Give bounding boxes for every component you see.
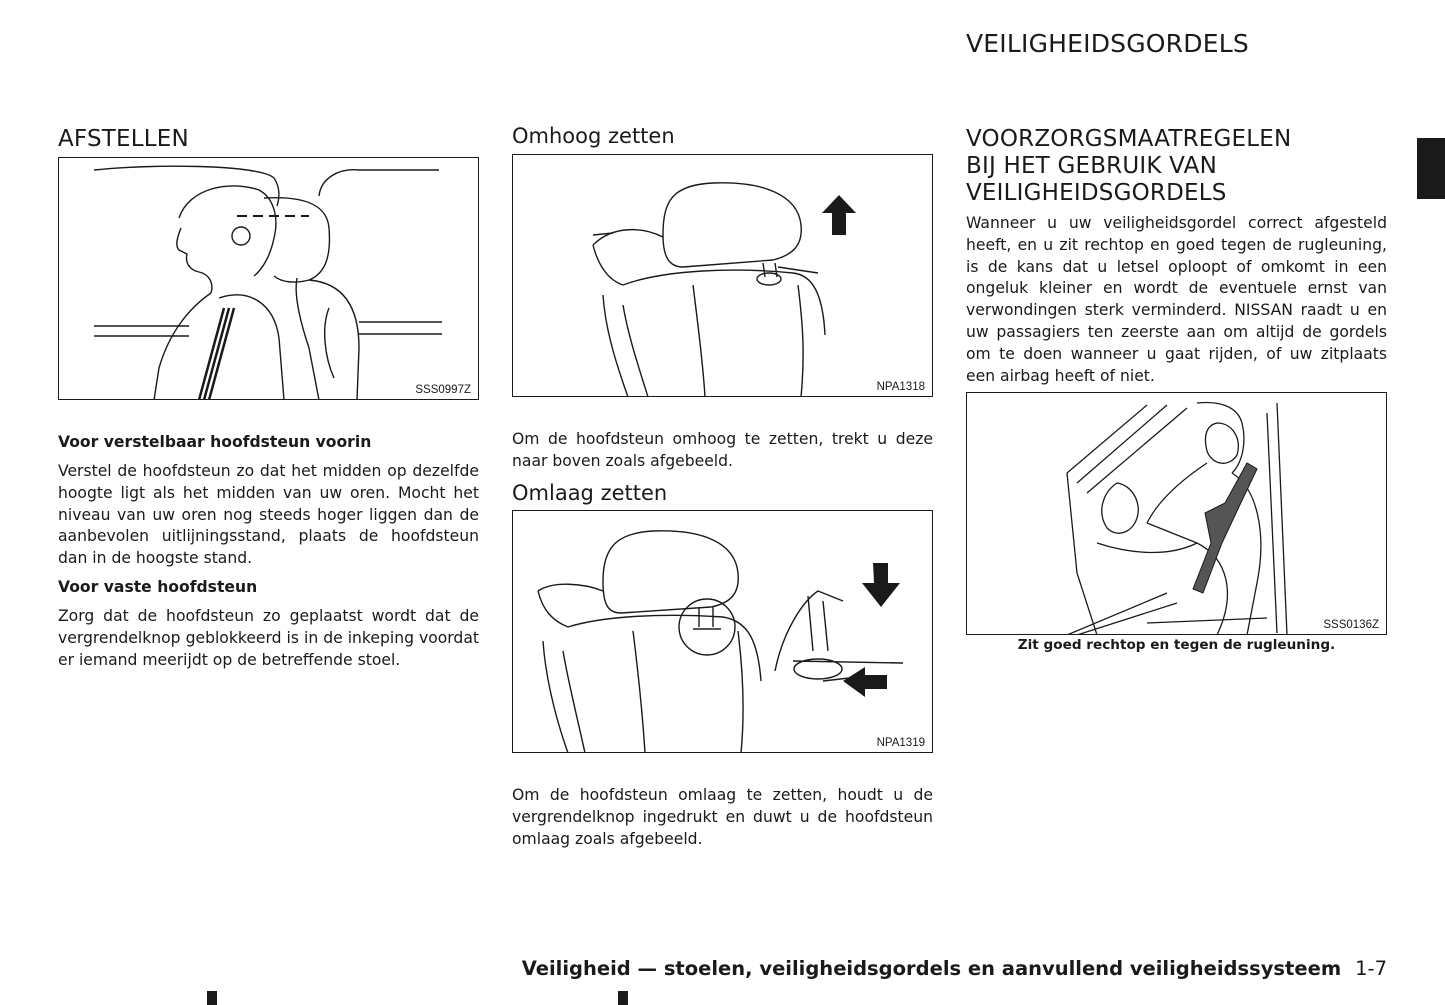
paragraph-down: Om de hoofdsteun omlaag te zetten, houdt u de vergrendelknop ingedrukt en duwt u de hoofdsteun omlaag zoals afgebeeld.: [512, 786, 933, 848]
paragraph-adjustable: Verstel de hoofdsteun zo dat het midden op dezelfde hoogte ligt als het midden van uw oren. Mocht het niveau van uw oren nog steeds hoger liggen dan de aanbevolen uitlijningsstand, plaats de hoofdsteun dan in de hoogste stand.: [58, 462, 479, 568]
figure-headrest-down: [512, 510, 933, 753]
section-title-down: Omlaag zetten: [512, 481, 668, 505]
paragraph-precautions: Wanneer u uw veiligheidsgordel correct afgesteld heeft, en u zit rechtop en goed tegen de rugleuning, is de kans dat u letsel oploopt of omkomt in een ongeluk kleiner en wordt de eventuele ernst van verwondingen sterk verminderd. NISSAN raadt u en uw passagiers ten zeerste aan om altijd de gordels om te doen wanneer u gaat rijden, of uw zitplaats een airbag heeft of niet.: [966, 214, 1387, 385]
title-line-3: VEILIGHEIDSGORDELS: [966, 180, 1227, 206]
figure-code: SSS0997Z: [415, 384, 471, 396]
headrest-down-illustration: [513, 511, 933, 753]
section-title-up: Omhoog zetten: [512, 124, 675, 148]
headrest-adjust-illustration: [59, 158, 479, 400]
seated-driver-illustration: [967, 393, 1387, 635]
title-line-1: VOORZORGSMAATREGELEN: [966, 126, 1292, 152]
headrest-up-illustration: [513, 155, 933, 397]
crop-mark-right: [618, 991, 628, 1005]
figure-code: NPA1318: [876, 381, 925, 393]
figure-code: NPA1319: [876, 737, 925, 749]
subsection-title-adjustable: Voor verstelbaar hoofdsteun voorin: [58, 433, 372, 451]
figure-headrest-adjust: [58, 157, 479, 400]
paragraph-fixed: Zorg dat de hoofdsteun zo geplaatst wordt dat de vergrendelknop geblokkeerd is in de inkeping voordat er iemand meerijdt op de betreffende stoel.: [58, 607, 479, 669]
subsection-title-fixed: Voor vaste hoofdsteun: [58, 578, 258, 596]
crop-mark-left: [207, 991, 217, 1005]
figure-headrest-up: [512, 154, 933, 397]
figure-caption: Zit goed rechtop en tegen de rugleuning.: [1017, 637, 1336, 653]
figure-seated-driver: [966, 392, 1387, 635]
paragraph-up: Om de hoofdsteun omhoog te zetten, trekt u deze naar boven zoals afgebeeld.: [512, 430, 933, 470]
page-header-title: VEILIGHEIDSGORDELS: [966, 29, 1249, 58]
section-title-precautions: [966, 126, 1291, 207]
page-number: 1-7: [1355, 957, 1387, 980]
section-title-afstellen: AFSTELLEN: [58, 126, 189, 152]
figure-code: SSS0136Z: [1323, 619, 1379, 631]
footer-chapter: Veiligheid — stoelen, veiligheidsgordels en aanvullend veiligheidssysteem: [521, 957, 1342, 980]
page-footer: [522, 957, 1387, 980]
chapter-tab: [1417, 138, 1445, 199]
title-line-2: BIJ HET GEBRUIK VAN: [966, 153, 1217, 179]
